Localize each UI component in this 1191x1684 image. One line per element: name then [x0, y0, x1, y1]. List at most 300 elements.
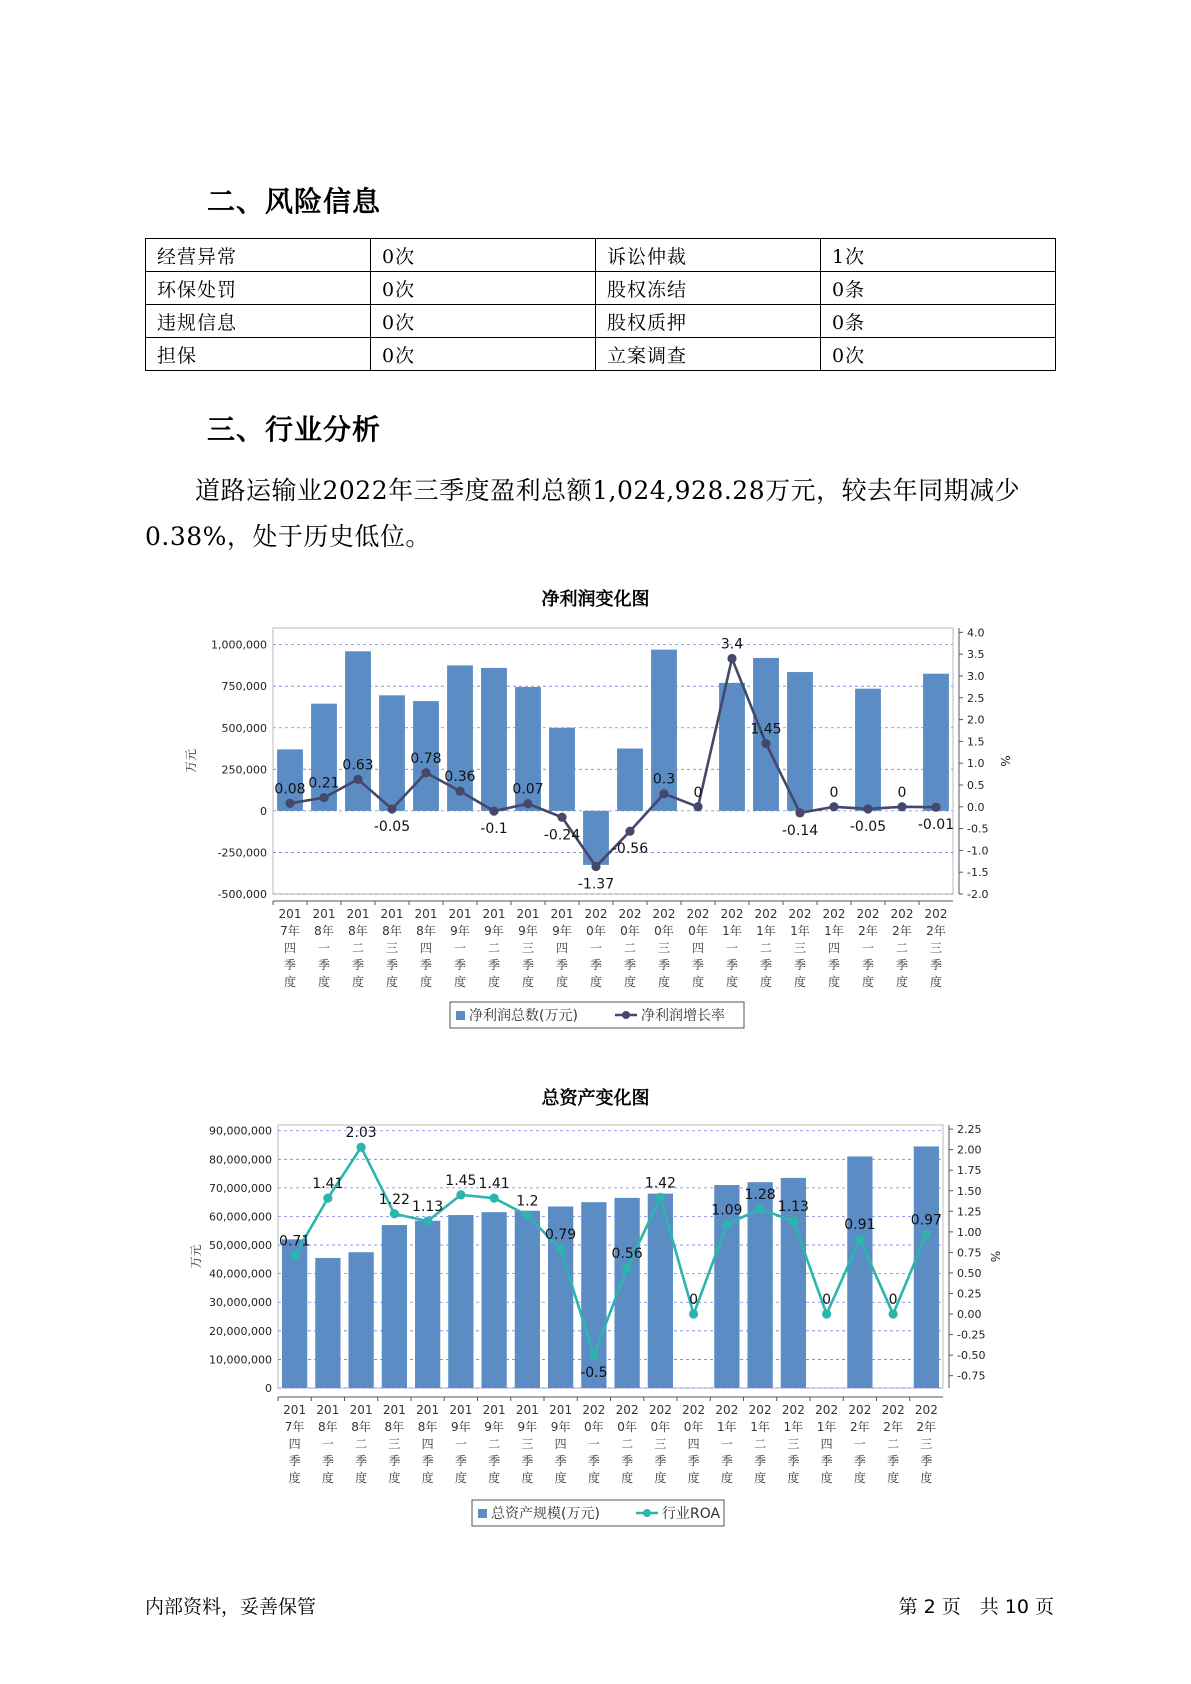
line-point [795, 808, 804, 817]
bar [415, 1221, 440, 1388]
y-tick-label: -250,000 [217, 846, 267, 860]
y2-tick-label: 0.0 [967, 800, 985, 814]
x-tick-label: 202 [584, 907, 608, 921]
x-tick-label: 季 [488, 1454, 501, 1468]
risk-label: 担保 [146, 338, 371, 371]
data-label: 1.09 [711, 1202, 743, 1219]
line-point [761, 739, 770, 748]
bar [315, 1258, 340, 1388]
x-tick-label: 8年 [318, 1420, 338, 1434]
data-label: 1.41 [312, 1176, 344, 1193]
industry-paragraph: 道路运输业2022年三季度盈利总额1,024,928.28万元，较去年同期减少0.38%，处于历史低位。 [145, 476, 1021, 551]
x-tick-label: 季 [321, 1454, 334, 1468]
line-point [390, 1209, 399, 1218]
data-label: 0.07 [512, 781, 544, 798]
y-tick-label: -500,000 [217, 888, 267, 901]
data-label: 0.21 [308, 775, 340, 792]
x-tick-label: 度 [895, 975, 909, 989]
bar [581, 1202, 606, 1388]
x-tick-label: 9年 [550, 1420, 571, 1434]
line-point [931, 803, 940, 812]
y2-tick-label: 1.75 [957, 1164, 982, 1178]
data-label: -0.05 [849, 818, 887, 835]
plot-area [278, 1125, 943, 1388]
x-tick-label: 四 [820, 1437, 833, 1451]
data-label: -1.37 [577, 876, 615, 893]
y-tick-label: 250,000 [221, 763, 267, 777]
x-tick-label: 二 [895, 941, 909, 955]
data-label: -0.14 [781, 822, 819, 839]
x-tick-label: 201 [449, 1403, 473, 1417]
data-label: 0 [829, 784, 839, 801]
x-tick-label: 度 [554, 1471, 567, 1485]
x-tick-label: 202 [848, 1403, 872, 1417]
x-tick-label: 202 [682, 1403, 706, 1417]
x-tick-label: 四 [283, 941, 297, 955]
y2-tick-label: -1.5 [967, 866, 989, 880]
x-tick-label: 7年 [284, 1420, 305, 1434]
bar [348, 1252, 373, 1388]
y2-tick-label: 3.5 [967, 648, 985, 662]
risk-value: 0次 [371, 272, 596, 305]
x-tick-label: 1年 [722, 924, 742, 938]
page-number: 第 2 页 共 10 页 [898, 1596, 1054, 1618]
x-tick-label: 202 [720, 907, 744, 921]
x-tick-label: 201 [380, 907, 404, 921]
x-tick-label: 度 [754, 1471, 767, 1485]
table-row [146, 239, 1056, 272]
y2-tick-label: 1.00 [957, 1225, 982, 1239]
x-tick-label: 8年 [314, 924, 334, 938]
x-tick-label: 季 [657, 958, 671, 972]
y2-tick-label: 0.75 [957, 1246, 982, 1260]
x-tick-label: 季 [654, 1454, 667, 1468]
line-point [489, 807, 498, 816]
x-tick-label: 度 [929, 975, 943, 989]
x-tick-label: 度 [759, 975, 773, 989]
x-tick-label: 201 [278, 907, 302, 921]
x-tick-label: 季 [355, 1454, 368, 1468]
x-tick-label: 四 [554, 1437, 567, 1451]
x-tick-label: 四 [691, 941, 705, 955]
x-tick-label: 0年 [650, 1420, 671, 1434]
y-axis-title: 万元 [189, 1244, 203, 1269]
x-tick-label: 度 [720, 1471, 733, 1485]
x-tick-label: 2年 [850, 1420, 870, 1434]
y2-tick-label: 0.5 [967, 778, 985, 792]
x-tick-label: 202 [881, 1403, 905, 1417]
x-tick-label: 9年 [451, 1420, 471, 1434]
x-tick-label: 季 [759, 958, 773, 972]
data-label: 1.45 [750, 721, 782, 738]
x-tick-label: 1年 [750, 1420, 770, 1434]
x-tick-label: 度 [317, 975, 331, 989]
x-tick-label: 0年 [584, 1420, 604, 1434]
y2-tick-label: 2.00 [957, 1143, 982, 1157]
table-row [146, 305, 1056, 338]
line-point [523, 799, 532, 808]
x-tick-label: 度 [388, 1471, 401, 1485]
bar [448, 1215, 473, 1388]
x-tick-label: 202 [615, 1403, 639, 1417]
bar [379, 695, 405, 811]
x-tick-label: 三 [388, 1437, 401, 1451]
line-point [897, 802, 906, 811]
x-tick-label: 季 [589, 958, 603, 972]
data-label: 0 [897, 784, 907, 801]
x-tick-label: 度 [687, 1471, 700, 1485]
line-point [625, 827, 634, 836]
x-tick-label: 一 [853, 1437, 866, 1451]
x-tick-label: 1年 [783, 1420, 804, 1434]
y-tick-label: 0 [260, 804, 267, 818]
x-tick-label: 0年 [586, 924, 606, 938]
x-tick-label: 201 [283, 1403, 307, 1417]
line-point [285, 799, 294, 808]
x-tick-label: 季 [487, 958, 501, 972]
data-label: 0.63 [342, 757, 374, 774]
x-tick-label: 二 [623, 941, 637, 955]
x-tick-label: 四 [555, 941, 569, 955]
x-tick-label: 度 [419, 975, 433, 989]
line-point [557, 813, 566, 822]
x-tick-label: 度 [351, 975, 365, 989]
y2-tick-label: 4.0 [967, 626, 985, 640]
x-tick-label: 202 [781, 1403, 805, 1417]
x-tick-label: 度 [861, 975, 875, 989]
legend-line-marker [622, 1011, 630, 1019]
x-tick-label: 202 [715, 1403, 739, 1417]
line-point [722, 1220, 731, 1229]
x-tick-label: 季 [317, 958, 331, 972]
data-label: 0 [693, 784, 703, 801]
data-label: -0.1 [480, 821, 508, 838]
x-tick-label: 度 [657, 975, 671, 989]
y-tick-label: 10,000,000 [209, 1353, 272, 1367]
x-tick-label: 度 [453, 975, 467, 989]
y2-tick-label: 2.0 [967, 713, 985, 727]
x-tick-label: 7年 [280, 924, 300, 938]
bar [481, 1212, 506, 1388]
y-tick-label: 80,000,000 [209, 1153, 272, 1167]
table-row [146, 338, 1056, 371]
y-tick-label: 70,000,000 [209, 1181, 272, 1195]
x-tick-label: 9年 [484, 1420, 504, 1434]
y2-tick-label: -0.75 [957, 1369, 986, 1383]
bar [855, 689, 881, 811]
x-tick-label: 季 [895, 958, 909, 972]
x-tick-label: 0年 [620, 924, 640, 938]
x-tick-label: 季 [453, 958, 467, 972]
x-tick-label: 季 [419, 958, 433, 972]
line-point [727, 654, 736, 663]
x-tick-label: 202 [924, 907, 948, 921]
x-tick-label: 二 [887, 1437, 900, 1451]
line-point [490, 1194, 499, 1203]
x-tick-label: 季 [787, 1454, 800, 1468]
x-tick-label: 202 [686, 907, 710, 921]
x-tick-label: 201 [515, 1403, 539, 1417]
x-tick-label: 三 [521, 941, 535, 955]
line-point [922, 1230, 931, 1239]
y-tick-label: 90,000,000 [209, 1124, 272, 1138]
line-point [423, 1217, 432, 1226]
x-tick-label: 2年 [916, 1420, 937, 1434]
x-tick-label: 三 [521, 1437, 534, 1451]
line-point [623, 1263, 632, 1272]
data-label: 3.4 [720, 636, 744, 653]
line-point [829, 802, 838, 811]
x-tick-label: 202 [652, 907, 676, 921]
x-tick-label: 度 [488, 1471, 501, 1485]
y2-axis-title: % [998, 755, 1012, 767]
y2-tick-label: -1.0 [967, 844, 989, 858]
line-point [756, 1204, 765, 1213]
y2-tick-label: 1.5 [967, 735, 985, 749]
y2-tick-label: 1.50 [957, 1184, 982, 1198]
x-tick-label: 201 [312, 907, 336, 921]
legend-bar-swatch [456, 1011, 465, 1020]
x-tick-label: 四 [421, 1437, 434, 1451]
x-tick-label: 1年 [756, 924, 776, 938]
x-tick-label: 2年 [892, 924, 912, 938]
risk-value: 1次 [821, 239, 1056, 272]
x-tick-label: 8年 [348, 924, 368, 938]
x-tick-label: 季 [351, 958, 365, 972]
line-point [523, 1211, 532, 1220]
x-tick-label: 202 [822, 907, 846, 921]
bar [787, 672, 813, 811]
x-tick-label: 0年 [654, 924, 674, 938]
legend-bar-label: 净利润总数(万元) [469, 1008, 578, 1024]
x-tick-label: 季 [288, 1454, 301, 1468]
y-tick-label: 750,000 [221, 680, 267, 694]
legend-bar-label: 总资产规模(万元) [491, 1506, 600, 1522]
x-tick-label: 三 [793, 941, 807, 955]
data-label: 0.36 [444, 769, 476, 786]
x-tick-label: 8年 [384, 1420, 405, 1434]
data-label: 0 [822, 1292, 832, 1309]
x-tick-label: 202 [890, 907, 914, 921]
line-point [863, 804, 872, 813]
y-tick-label: 60,000,000 [209, 1210, 272, 1224]
x-tick-label: 度 [853, 1471, 866, 1485]
y2-tick-label: -0.25 [957, 1328, 986, 1342]
x-tick-label: 201 [346, 907, 370, 921]
y-tick-label: 0 [265, 1382, 272, 1395]
x-tick-label: 一 [454, 1437, 467, 1451]
x-tick-label: 度 [787, 1471, 800, 1485]
x-tick-label: 一 [321, 1437, 334, 1451]
x-tick-label: 季 [587, 1454, 600, 1468]
x-tick-label: 度 [521, 975, 535, 989]
risk-value: 0次 [371, 338, 596, 371]
data-label: 0.71 [279, 1233, 311, 1250]
x-tick-label: 季 [793, 958, 807, 972]
x-tick-label: 度 [820, 1471, 833, 1485]
risk-label: 环保处罚 [146, 272, 371, 305]
line-point [387, 804, 396, 813]
y2-tick-label: 1.25 [957, 1205, 982, 1219]
x-tick-label: 度 [793, 975, 807, 989]
net-profit-chart [0, 610, 1191, 1040]
line-point [591, 862, 600, 871]
bar [382, 1225, 407, 1388]
data-label: 1.13 [412, 1199, 444, 1216]
x-tick-label: 201 [316, 1403, 340, 1417]
x-tick-label: 一 [317, 941, 331, 955]
x-tick-label: 度 [321, 1471, 334, 1485]
x-tick-label: 一 [587, 1437, 600, 1451]
x-tick-label: 四 [827, 941, 841, 955]
x-tick-label: 二 [488, 1437, 501, 1451]
x-tick-label: 度 [621, 1471, 634, 1485]
x-tick-label: 季 [754, 1454, 767, 1468]
x-tick-label: 二 [355, 1437, 368, 1451]
x-tick-label: 度 [355, 1471, 368, 1485]
data-label: 1.41 [478, 1176, 510, 1193]
line-point [693, 802, 702, 811]
x-tick-label: 季 [388, 1454, 401, 1468]
x-tick-label: 二 [487, 941, 501, 955]
total-assets-chart [0, 1108, 1191, 1540]
line-point [353, 775, 362, 784]
x-tick-label: 三 [787, 1437, 800, 1451]
y2-tick-label: -0.5 [967, 822, 989, 836]
x-tick-label: 202 [748, 1403, 772, 1417]
x-tick-label: 9年 [552, 924, 572, 938]
x-tick-label: 202 [618, 907, 642, 921]
data-label: 0 [689, 1292, 699, 1309]
x-tick-label: 202 [856, 907, 880, 921]
x-tick-label: 一 [720, 1437, 733, 1451]
x-tick-label: 度 [487, 975, 501, 989]
x-tick-label: 季 [929, 958, 943, 972]
x-tick-label: 三 [657, 941, 671, 955]
data-label: 0.79 [545, 1227, 577, 1244]
line-point [589, 1351, 598, 1360]
y2-axis-title: % [988, 1250, 1002, 1263]
data-label: 0 [888, 1292, 898, 1309]
risk-value: 0次 [371, 305, 596, 338]
x-tick-label: 季 [421, 1454, 434, 1468]
x-tick-label: 一 [861, 941, 875, 955]
x-tick-label: 201 [482, 1403, 506, 1417]
x-tick-label: 季 [861, 958, 875, 972]
bar [914, 1146, 939, 1388]
data-label: 1.2 [516, 1193, 539, 1210]
x-tick-label: 一 [453, 941, 467, 955]
data-label: 0.97 [910, 1212, 942, 1229]
x-tick-label: 三 [654, 1437, 667, 1451]
x-tick-label: 0年 [688, 924, 708, 938]
x-tick-label: 2年 [858, 924, 878, 938]
x-tick-label: 季 [521, 958, 535, 972]
x-tick-label: 8年 [417, 1420, 438, 1434]
x-tick-label: 202 [815, 1403, 839, 1417]
data-label: 0.3 [652, 771, 676, 788]
x-tick-label: 202 [788, 907, 812, 921]
data-label: 1.45 [445, 1172, 477, 1189]
x-tick-label: 2年 [883, 1420, 903, 1434]
x-tick-label: 二 [351, 941, 365, 955]
y-tick-label: 40,000,000 [209, 1267, 272, 1281]
x-tick-label: 一 [725, 941, 739, 955]
x-tick-label: 度 [623, 975, 637, 989]
x-tick-label: 9年 [517, 1420, 538, 1434]
data-label: 0.08 [274, 781, 306, 798]
x-tick-label: 201 [549, 1403, 573, 1417]
x-tick-label: 度 [521, 1471, 534, 1485]
x-tick-label: 度 [887, 1471, 900, 1485]
line-point [319, 793, 328, 802]
line-point [421, 768, 430, 777]
line-point [656, 1193, 665, 1202]
x-tick-label: 季 [691, 958, 705, 972]
line-point [789, 1217, 798, 1226]
x-tick-label: 度 [288, 1471, 301, 1485]
x-tick-label: 三 [920, 1437, 933, 1451]
data-label: 0.91 [844, 1217, 876, 1234]
x-tick-label: 201 [416, 1403, 440, 1417]
y2-tick-label: 2.5 [967, 691, 985, 705]
x-tick-label: 三 [929, 941, 943, 955]
x-tick-label: 201 [550, 907, 574, 921]
line-point [290, 1251, 299, 1260]
x-tick-label: 季 [283, 958, 297, 972]
line-point [689, 1309, 698, 1318]
risk-value: 0条 [821, 272, 1056, 305]
x-tick-label: 季 [623, 958, 637, 972]
x-tick-label: 0年 [617, 1420, 637, 1434]
x-tick-label: 度 [555, 975, 569, 989]
data-label: -0.56 [611, 841, 649, 858]
x-tick-label: 季 [887, 1454, 900, 1468]
x-tick-label: 四 [687, 1437, 700, 1451]
x-tick-label: 度 [589, 975, 603, 989]
x-tick-label: 三 [385, 941, 399, 955]
y2-tick-label: 0.00 [957, 1308, 982, 1322]
y2-tick-label: 0.25 [957, 1287, 982, 1301]
bar [549, 728, 575, 811]
x-tick-label: 度 [827, 975, 841, 989]
data-label: -0.05 [373, 818, 411, 835]
footer-note: 内部资料，妥善保管 [145, 1596, 317, 1618]
x-tick-label: 四 [288, 1437, 301, 1451]
x-tick-label: 度 [691, 975, 705, 989]
x-tick-label: 度 [725, 975, 739, 989]
section-title-risk: 二、风险信息 [207, 185, 382, 218]
line-point [456, 1190, 465, 1199]
x-tick-label: 9年 [450, 924, 470, 938]
data-label: -0.5 [580, 1365, 608, 1382]
y2-tick-label: 3.0 [967, 669, 985, 683]
x-tick-label: 202 [914, 1403, 938, 1417]
line-point [556, 1245, 565, 1254]
x-tick-label: 201 [516, 907, 540, 921]
data-label: 2.03 [345, 1125, 377, 1142]
y2-tick-label: -2.0 [967, 888, 989, 901]
x-tick-label: 度 [654, 1471, 667, 1485]
chart-title-net-profit: 净利润变化图 [541, 589, 650, 610]
bar [282, 1239, 307, 1388]
x-tick-label: 9年 [484, 924, 504, 938]
x-tick-label: 度 [587, 1471, 600, 1485]
risk-label: 立案调查 [596, 338, 821, 371]
x-tick-label: 8年 [416, 924, 436, 938]
x-tick-label: 度 [385, 975, 399, 989]
x-tick-label: 8年 [351, 1420, 371, 1434]
